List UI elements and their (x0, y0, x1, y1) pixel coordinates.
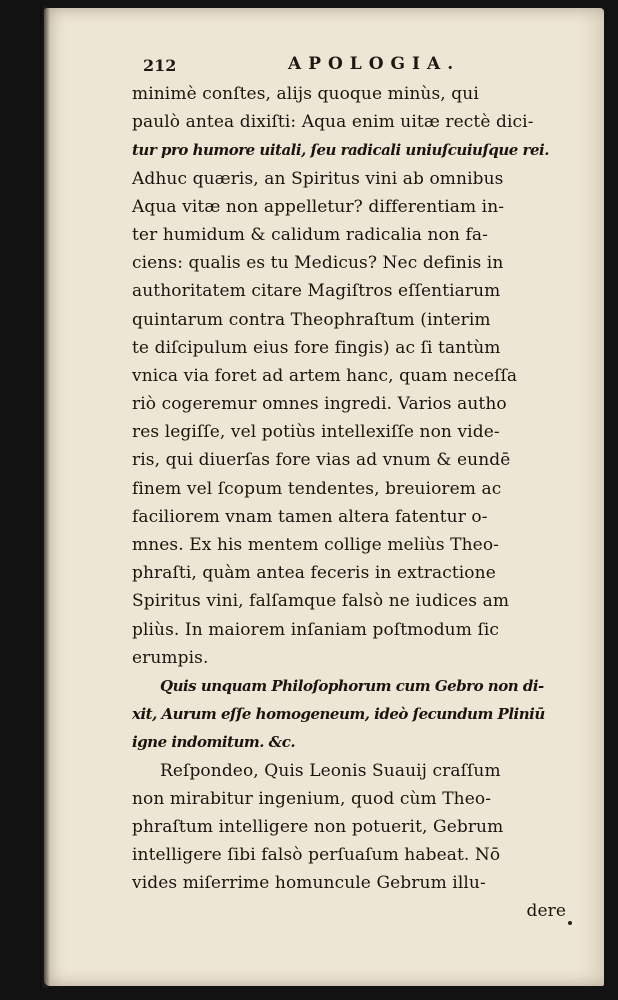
text-line: te diſcipulum eius fore fingis) ac ſi tantùm (132, 337, 501, 358)
text-line: res legiſſe, vel potiùs intellexiſſe non vide- (132, 422, 500, 443)
text-line: finem vel ſcopum tendentes, breuiorem ac (132, 478, 502, 499)
text-line: intelligere ſibi falsò perſuaſum habeat. Nō (132, 845, 501, 866)
text-line: vnica via foret ad artem hanc, quam neceſſa (132, 365, 518, 386)
catchword: dere (526, 901, 566, 922)
text-line: tur pro humore uitali, ſeu radicali uniuſcuiuſque rei. (132, 141, 549, 160)
running-title: APOLOGIA. (288, 54, 461, 74)
ink-speck (568, 921, 572, 925)
text-line: phraſtum intelligere non potuerit, Gebrum (132, 816, 504, 837)
text-line: non mirabitur ingenium, quod cùm Theo- (132, 788, 492, 809)
text-line: ciens: qualis es tu Medicus? Nec definis in (132, 253, 504, 274)
text-line: quintarum contra Theophraſtum (interim (132, 309, 491, 330)
text-line: Spiritus vini, falſamque falsò ne iudices am (132, 591, 510, 612)
quoted-line: Quis unquam Philoſophorum cum Gebro non di- (160, 676, 544, 695)
quoted-line: igne indomitum. &c. (132, 733, 296, 752)
text-line: vides miſerrime homuncule Gebrum illu- (132, 873, 486, 894)
text-line: authoritatem citare Magiſtros eſſentiarum (132, 281, 501, 302)
text-line: Reſpondeo, Quis Leonis Suauij craſſum (160, 760, 501, 781)
text-line: minimè conſtes, alijs quoque minùs, qui (132, 84, 479, 104)
text-line: ter humidum & calidum radicalia non fa- (132, 224, 488, 245)
page-header (143, 54, 583, 82)
text-line: paulò antea dixiſti: Aqua enim uitæ rectè dici- (132, 112, 534, 133)
text-line: Adhuc quæris, an Spiritus vini ab omnibus (132, 168, 504, 189)
body-text (132, 80, 582, 926)
text-line: Aqua vitæ non appelletur? differentiam in- (132, 196, 505, 217)
text-line: pliùs. In maiorem inſaniam poſtmodum ſic (132, 619, 500, 640)
gutter-shadow (40, 6, 50, 988)
text-line: riò cogeremur omnes ingredi. Varios autho (132, 394, 507, 415)
text-line: ris, qui diuerſas fore vias ad vnum & eundē (132, 450, 511, 471)
text-line: mnes. Ex his mentem collige meliùs Theo- (132, 535, 499, 555)
text-line: erumpis. (132, 647, 209, 668)
text-line: phraſti, quàm antea feceris in extractione (132, 563, 496, 584)
quoted-line: xit, Aurum eſſe homogeneum, ideò ſecundum Pliniū (132, 705, 545, 724)
text-line: faciliorem vnam tamen altera fatentur o- (132, 506, 488, 527)
page-number: 212 (143, 56, 177, 75)
